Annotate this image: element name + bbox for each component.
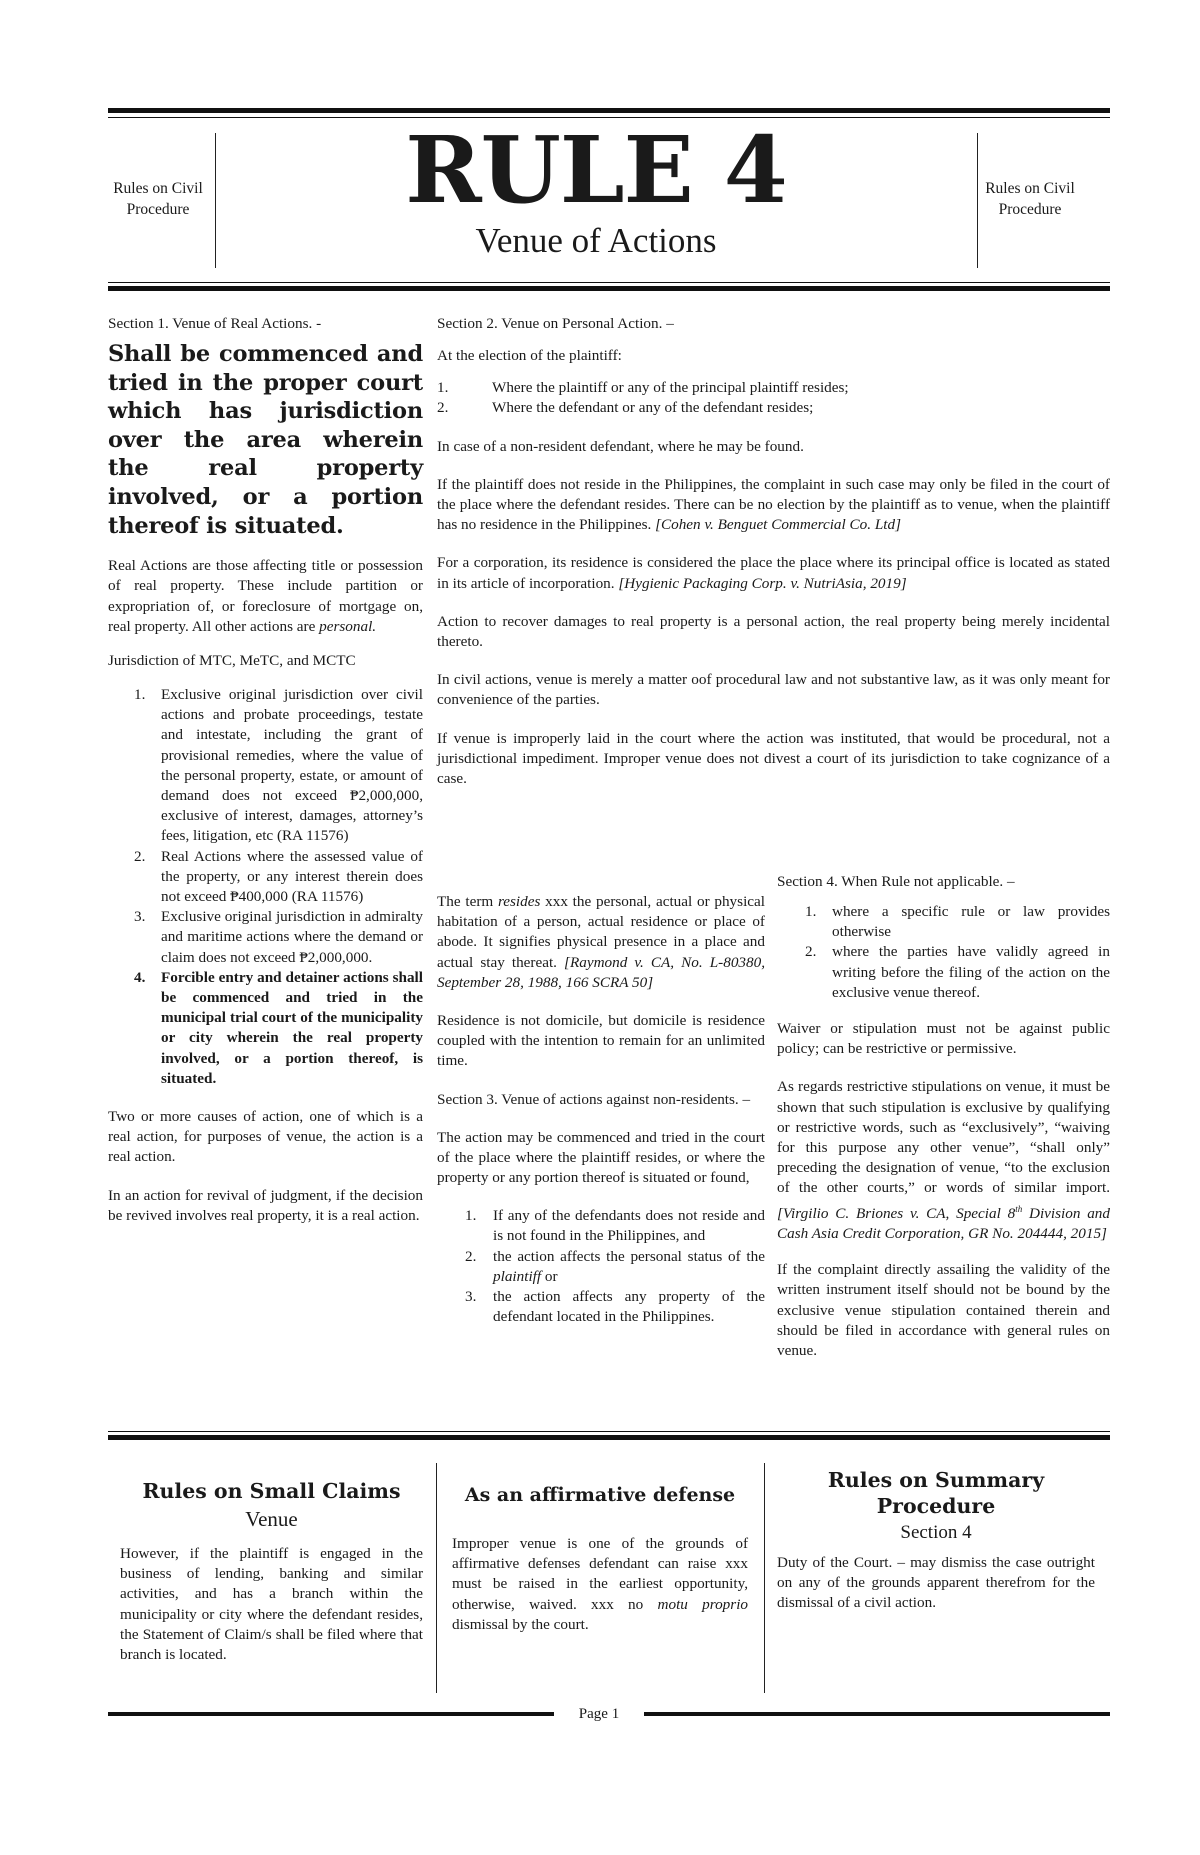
header-bottom-thick-rule — [108, 286, 1110, 291]
page-title: RULE 4 — [405, 116, 787, 224]
corporation-note: For a corporation, its residence is considered the place the place where its principal office is located as stated in its article of incorporation. [Hygienic Packaging Corp. v. NutriAsia, 2019] — [437, 554, 1110, 592]
election-list — [437, 378, 1110, 418]
list-item: 3. Exclusive original jurisdiction in admiralty and maritime actions where the demand or claim does not exceed ₱2,000,000. — [134, 908, 423, 966]
list-item: 1. where a specific rule or law provides otherwise — [805, 903, 1110, 941]
not-reside-note: If the plaintiff does not reside in the Philippines, the complaint in such case may only be filed in the court of the place where the defendant resides. There can be no election by the plaintiff as to venue, when the plaintiff has no residence in the Philippines. [Cohen v. Benguet Commercial Co. Ltd] — [437, 475, 1110, 534]
boxes-top-thin-rule — [108, 1431, 1110, 1432]
restrictive-stipulation-note: As regards restrictive stipulations on venue, it must be shown that such stipulation is exclusive by qualifying or restrictive words, such as “exclusively”, “waiving for this purpose any other venue”, “shall only” preceding the designation of venue, “to the exclusion of the other courts,” or words of similar import. [Virgilio C. Briones v. CA, Special 8th Division and Cash Asia Credit Corporation, GR No. 204444, 2015] — [777, 1078, 1110, 1242]
election-intro: At the election of the plaintiff: — [437, 347, 622, 364]
section-1-heading: Section 1. Venue of Real Actions. - — [108, 315, 322, 332]
procedural-note: In civil actions, venue is merely a matter oof procedural law and not substantive law, as it was only meant for convenience of the parties. — [437, 671, 1110, 709]
section-2 — [437, 314, 1110, 789]
list-item: 2. Where the defendant or any of the defendant resides; — [437, 399, 814, 417]
small-claims-body: However, if the plaintiff is engaged in the business of lending, banking and similar activities, and has a branch within the municipality or city where the defendant resides, the Statement of Claim/s shall be filed where that branch is located. — [120, 1545, 423, 1664]
page-number: Page 1 — [578, 1706, 620, 1722]
section-2-heading: Section 2. Venue on Personal Action. – — [437, 315, 674, 332]
two-causes-note: Two or more causes of action, one of which is a real action, for purposes of venue, the action is a real action. — [108, 1108, 423, 1166]
header-bottom-thin-rule — [108, 282, 1110, 283]
list-item: 1. If any of the defendants does not reside and is not found in the Philippines, and — [465, 1207, 765, 1245]
small-claims-subtitle: Venue — [245, 1507, 298, 1531]
header-right-divider — [977, 133, 978, 268]
list-item: 3. the action affects any property of the defendant located in the Philippines. — [465, 1288, 765, 1326]
section-1 — [108, 314, 423, 1226]
list-item: 1. Where the plaintiff or any of the principal plaintiff resides; — [437, 379, 849, 397]
assailing-validity-note: If the complaint directly assailing the validity of the written instrument itself should not be bound by the exclusive venue stipulation contained therein and should be filed in accordance with general rules on venue. — [777, 1261, 1110, 1359]
nonresident-note: In case of a non-resident defendant, where he may be found. — [437, 437, 804, 455]
resides-definition: The term resides xxx the personal, actual or physical habitation of a person, actual residence or place of abode. It signifies physical presence in a place and actual stay thereat. [Raymond v. CA, No. L-80380, September 28, 1988, 166 SCRA 50] — [437, 893, 765, 991]
list-item: 1. Exclusive original jurisdiction over civil actions and probate proceedings, testate and intestate, including the grant of provisional remedies, where the value of the personal property, estate, or amount of demand does not exceed ₱2,000,000, exclusive of interest, damages, attorney’s fees, litigation, etc (RA 11576) — [134, 685, 423, 845]
summary-procedure-title: Rules on Summary Procedure — [827, 1468, 1045, 1518]
list-item: 2. Real Actions where the assessed value of the property, or any interest therein does not exceed ₱400,000 (RA 11576) — [134, 847, 423, 905]
header-side-left: Rules on Civil Procedure — [113, 180, 203, 218]
summary-procedure-body: Duty of the Court. – may dismiss the case outright on any of the grounds apparent therefrom for the dismissal of a civil action. — [777, 1554, 1095, 1612]
jurisdiction-heading: Jurisdiction of MTC, MeTC, and MCTC — [108, 651, 356, 669]
damages-note: Action to recover damages to real property is a personal action, the real property being merely incidental thereto. — [437, 612, 1110, 651]
domicile-note: Residence is not domicile, but domicile is residence coupled with the intention to remain for an unlimited time. — [437, 1012, 765, 1070]
section-1-rule-text: Shall be commenced and tried in the proper court which has jurisdiction over the area wherein the real property involved, or a portion thereof is situated. — [108, 341, 423, 539]
section-4-list — [777, 902, 1110, 1003]
affirmative-defense-body: Improper venue is one of the grounds of affirmative defenses defendant can raise xxx must be raised in the earliest opportunity, otherwise, waived. xxx no motu proprio dismissal by the court. — [452, 1535, 749, 1633]
section-3-heading: Section 3. Venue of actions against non-residents. – — [437, 1090, 751, 1108]
box-divider-left — [436, 1463, 437, 1693]
resides-and-section-3 — [437, 892, 765, 1327]
list-item: 2. the action affects the personal status of the plaintiff or — [465, 1247, 765, 1285]
list-item: 4. Forcible entry and detainer actions shall be commenced and tried in the municipal trial court of the municipality or city wherein the real property involved, or a portion thereof, is situated. — [134, 968, 423, 1087]
small-claims-box — [120, 1478, 423, 1665]
box-divider-right — [764, 1463, 765, 1693]
header-side-right: Rules on Civil Procedure — [985, 180, 1075, 218]
summary-procedure-subtitle: Section 4 — [900, 1522, 972, 1543]
real-actions-definition: Real Actions are those affecting title or possession of real property. These include partition or expropriation of, or foreclosure of mortgage on, real property. All other actions are personal. — [108, 557, 423, 635]
section-3-body: The action may be commenced and tried in the court of the place where the plaintiff resides, or where the property or any portion thereof is situated or found, — [437, 1128, 765, 1187]
affirmative-defense-title: As an affirmative defense — [464, 1484, 736, 1506]
revival-note: In an action for revival of judgment, if the decision be revived involves real property, it is a real action. — [108, 1186, 423, 1224]
list-item: 2. where the parties have validly agreed in writing before the filing of the action on the exclusive venue thereof. — [805, 943, 1110, 1001]
footer-left-rule — [108, 1712, 554, 1716]
boxes-top-thick-rule — [108, 1435, 1110, 1440]
jurisdiction-list — [108, 685, 423, 1089]
improper-venue-note: If venue is improperly laid in the court where the action was instituted, that would be procedural, not a jurisdictional impediment. Improper venue does not divest a court of its jurisdiction to take cognizance of a case. — [437, 729, 1110, 788]
page-subtitle: Venue of Actions — [475, 221, 717, 260]
section-4 — [777, 872, 1110, 1361]
small-claims-title: Rules on Small Claims — [142, 1479, 401, 1503]
section-4-heading: Section 4. When Rule not applicable. – — [777, 873, 1015, 890]
affirmative-defense-box — [452, 1482, 748, 1635]
waiver-note: Waiver or stipulation must not be against public policy; can be restrictive or permissive. — [777, 1020, 1110, 1058]
summary-procedure-box — [777, 1467, 1095, 1614]
header-top-thick-rule — [108, 108, 1110, 113]
section-3-list — [437, 1206, 765, 1327]
footer-right-rule — [644, 1712, 1110, 1716]
